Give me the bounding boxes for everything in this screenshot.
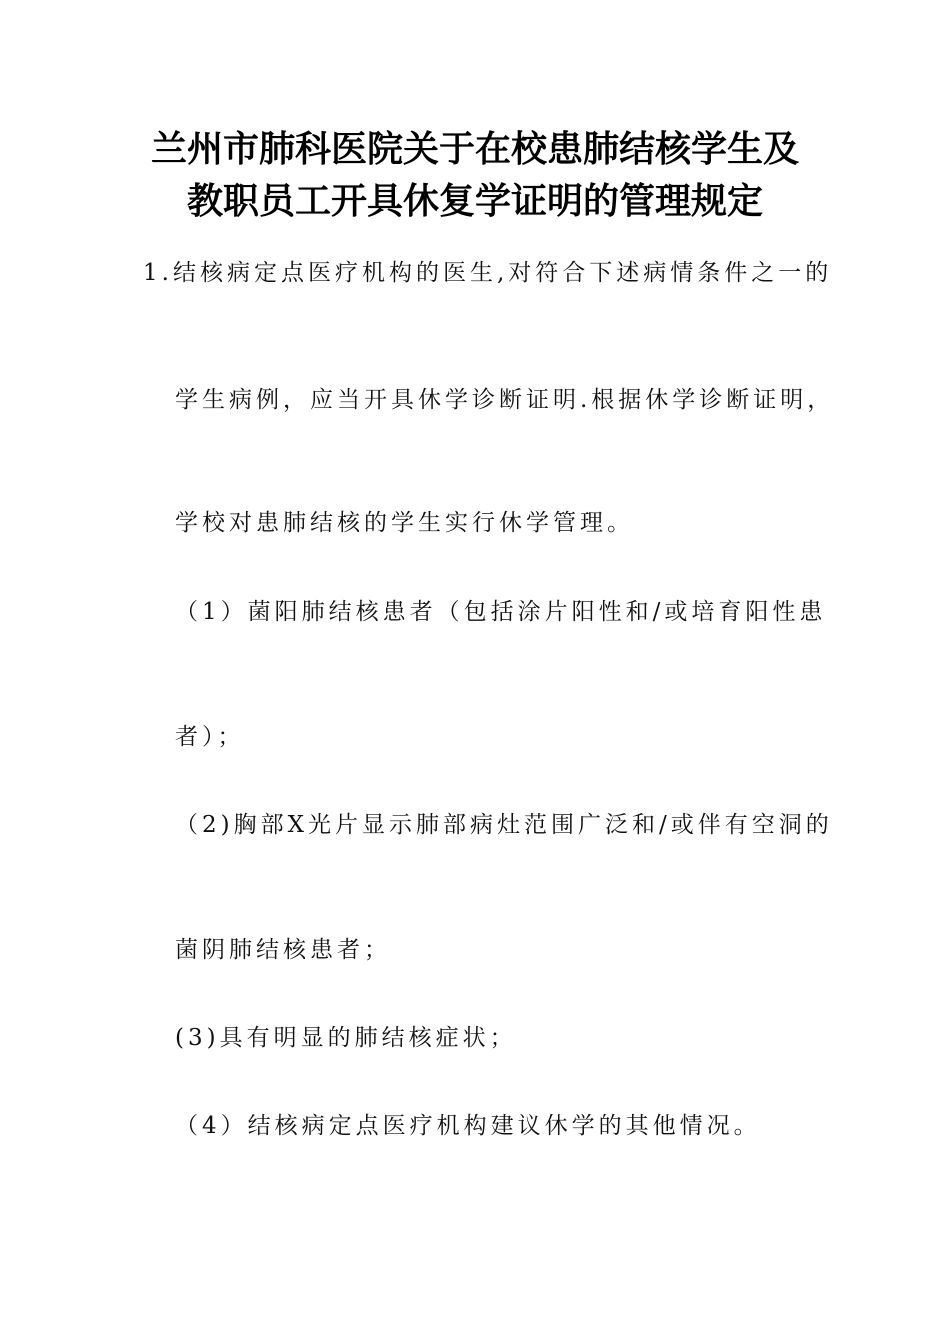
list-item-1-line-2: 者）； <box>175 724 245 750</box>
list-item-2-line-1: （2)胸部X光片显示肺部病灶范围广泛和/或伴有空洞的 <box>175 812 833 838</box>
paragraph-line-1: 1.结核病定点医疗机构的医生,对符合下述病情条件之一的 <box>143 260 833 286</box>
list-item-2-line-2: 菌阴肺结核患者； <box>175 937 391 963</box>
document-title-line-1: 兰州市肺科医院关于在校患肺结核学生及 <box>150 129 799 170</box>
list-item-3: (3)具有明显的肺结核症状； <box>175 1025 517 1051</box>
paragraph-line-2: 学生病例，应当开具休学诊断证明.根据休学诊断证明， <box>175 387 835 413</box>
list-item-1-line-1: （1）菌阳肺结核患者（包括涂片阳性和/或培育阳性患 <box>175 599 827 625</box>
document-title-line-2: 教职员工开具休复学证明的管理规定 <box>186 181 763 222</box>
paragraph-line-3: 学校对患肺结核的学生实行休学管理。 <box>175 510 634 536</box>
list-item-4: （4）结核病定点医疗机构建议休学的其他情况。 <box>175 1113 761 1139</box>
